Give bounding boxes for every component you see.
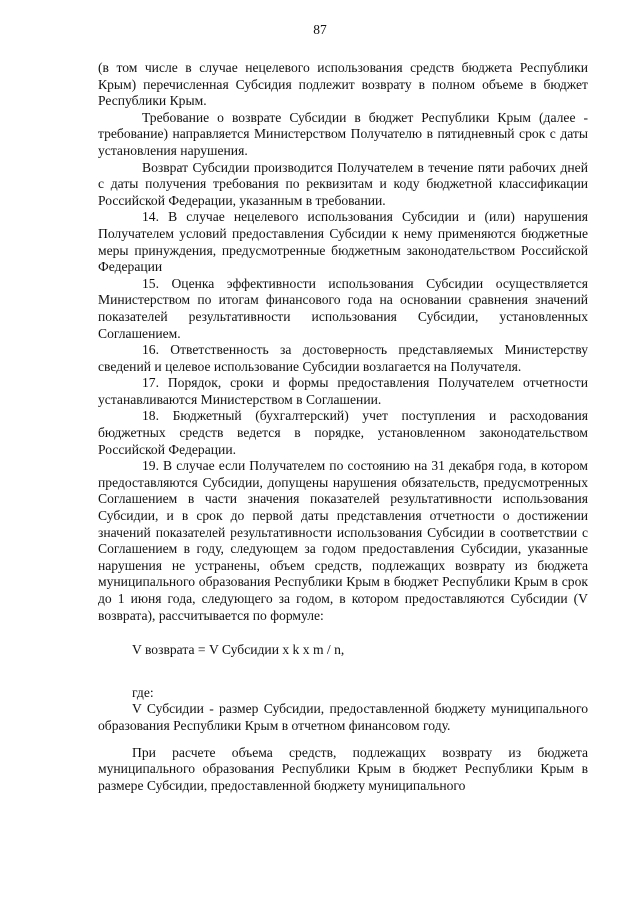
paragraph-item-15: 15. Оценка эффективности использования Субсидии осуществляется Министерством по итогам финансового года на основании сравнения значений показателей результативности использования Субсидии, установленных Соглашением. [98,275,588,341]
definition-v-subsidy: V Субсидии - размер Субсидии, предоставленной бюджету муниципального образования Республики Крым в отчетном финансовом году. [98,701,588,733]
paragraph-return-procedure: Возврат Субсидии производится Получателем в течение пяти рабочих дней с даты получения требования по реквизитам и коду бюджетной классификации Российской Федерации, указанным в требовании. [98,159,588,208]
paragraph-item-19: 19. В случае если Получателем по состоянию на 31 декабря года, в котором предоставляются Субсидии, допущены нарушения обязательств, предусмотренных Соглашением в части значения показателей результативности использования Субсидии, и в срок до первой даты представления отчетности о достижении значений показателей результативности использования Субсидии в соответствии с Соглашением в году, следующем за годом предоставления Субсидии, указанные нарушения не устранены, объем средств, подлежащих возврату из бюджета муниципального образования Республики Крым в бюджет Республики Крым в срок до 1 июня года, следующего за годом, в котором предоставляются Субсидии (V возврата), рассчитывается по формуле: [98,458,588,623]
paragraph-item-18: 18. Бюджетный (бухгалтерский) учет поступления и расходования бюджетных средств ведется в порядке, установленном законодательством Российской Федерации. [98,408,588,457]
where-label: где: [132,684,154,700]
paragraph-continuation: (в том числе в случае нецелевого использования средств бюджета Республики Крым) перечисленная Субсидия подлежит возврату в полном объеме в бюджет Республики Крым. [98,60,588,109]
paragraph-calculation: При расчете объема средств, подлежащих возврату из бюджета муниципального образования Республики Крым в бюджет Республики Крым в размере Субсидии, предоставленной бюджету муниципального [98,744,588,793]
return-formula: V возврата = V Субсидии x k x m / n, [132,642,345,658]
paragraph-item-17: 17. Порядок, сроки и формы предоставления Получателем отчетности устанавливаются Министерством в Соглашении. [98,375,588,407]
document-body [98,60,588,794]
paragraph-item-14: 14. В случае нецелевого использования Субсидии и (или) нарушения Получателем условий предоставления Субсидии к нему применяются бюджетные меры принуждения, предусмотренные бюджетным законодательством Российской Федерации [98,209,588,275]
page-number: 87 [313,22,327,37]
paragraph-item-16: 16. Ответственность за достоверность представляемых Министерству сведений и целевое использование Субсидии возлагается на Получателя. [98,342,588,374]
paragraph-return-requirement: Требование о возврате Субсидии в бюджет Республики Крым (далее - требование) направляется Министерством Получателю в пятидневный срок с даты установления нарушения. [98,109,588,158]
